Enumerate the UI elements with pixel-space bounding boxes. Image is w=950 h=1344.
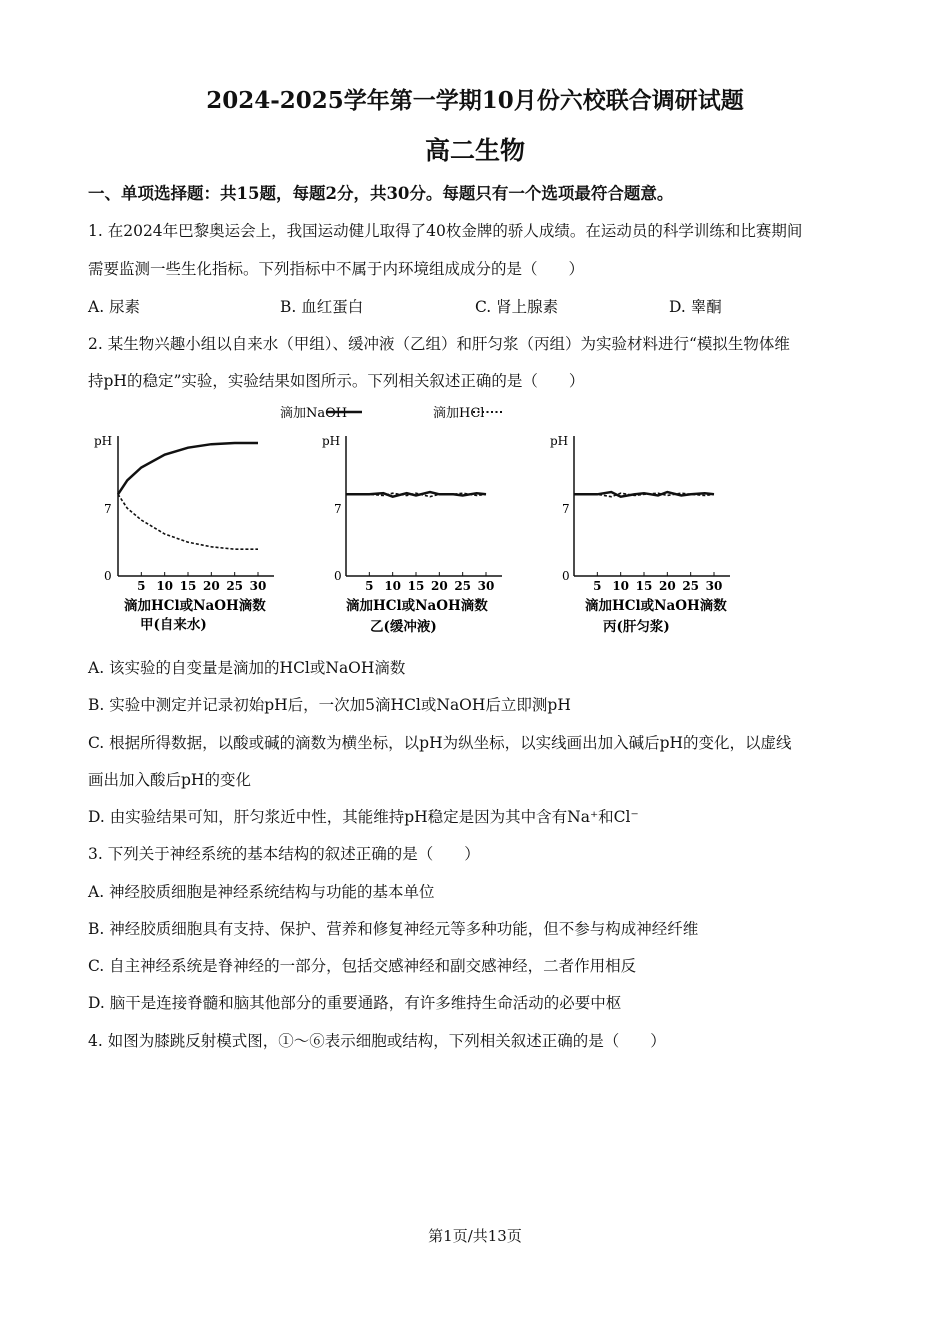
x-tick-label: 25 [226, 579, 244, 593]
x-axis-label: 滴加HCl或NaOH滴数 [346, 598, 488, 614]
q2-stem-line2: 持pH的稳定”实验，实验结果如图所示。下列相关叙述正确的是（ ） [88, 372, 585, 390]
exam-title: 2024-2025学年第一学期10月份六校联合调研试题 [206, 87, 744, 114]
section-heading: 一、单项选择题：共15题，每题2分，共30分。每题只有一个选项最符合题意。 [88, 184, 674, 203]
y-axis-label: pH [550, 434, 569, 448]
q3-stem: 3. 下列关于神经系统的基本结构的叙述正确的是（ ） [88, 845, 480, 863]
x-tick-label: 10 [156, 579, 174, 593]
y-tick-0: 0 [562, 569, 570, 583]
q3-option-a: A. 神经胶质细胞是神经系统结构与功能的基本单位 [88, 883, 435, 901]
q3-option-c: C. 自主神经系统是脊神经的一部分，包括交感神经和副交感神经，二者作用相反 [88, 957, 637, 975]
chart-panel-buffer [322, 434, 502, 635]
x-tick-label: 5 [593, 579, 602, 593]
q1-option-a: A. 尿素 [88, 298, 141, 316]
chart-panel-tap-water [94, 434, 274, 633]
q1-option-d: D. 睾酮 [669, 298, 722, 316]
q1-stem-line2: 需要监测一些生化指标。下列指标中不属于内环境组成成分的是（ ） [88, 260, 585, 278]
q3-option-b: B. 神经胶质细胞具有支持、保护、营养和修复神经元等多种功能，但不参与构成神经纤维 [88, 920, 699, 938]
series-line-hcl [574, 493, 714, 497]
x-tick-label: 15 [407, 579, 425, 593]
legend-naoh-label: 滴加NaOH [280, 406, 348, 421]
chart-title: 甲(自来水) [140, 617, 207, 633]
x-tick-label: 15 [179, 579, 197, 593]
chart-title: 丙(肝匀浆) [603, 619, 670, 635]
y-tick-7: 7 [562, 502, 570, 516]
ph-charts-svg [88, 398, 768, 643]
x-tick-label: 30 [705, 579, 723, 593]
x-tick-label: 10 [612, 579, 630, 593]
x-tick-label: 5 [365, 579, 374, 593]
q2-option-d: D. 由实验结果可知，肝匀浆近中性，其能维持pH稳定是因为其中含有Na⁺和Cl⁻ [88, 808, 639, 826]
x-tick-label: 30 [249, 579, 267, 593]
x-axis-label: 滴加HCl或NaOH滴数 [585, 598, 727, 614]
x-tick-label: 20 [430, 579, 448, 593]
q2-option-a: A. 该实验的自变量是滴加的HCl或NaOH滴数 [88, 659, 406, 677]
chart-title: 乙(缓冲液) [370, 619, 437, 635]
q2-stem-line1: 2. 某生物兴趣小组以自来水（甲组）、缓冲液（乙组）和肝匀浆（丙组）为实验材料进行“模拟生物体维 [88, 335, 790, 353]
q2-option-c-line2: 画出加入酸后pH的变化 [88, 771, 251, 789]
y-tick-0: 0 [104, 569, 112, 583]
x-tick-label: 25 [682, 579, 700, 593]
series-line-hcl [118, 494, 258, 549]
chart-legend [280, 405, 502, 421]
y-tick-7: 7 [334, 502, 342, 516]
x-tick-label: 15 [635, 579, 653, 593]
y-axis-label: pH [322, 434, 341, 448]
chart-panel-liver-homogenate [550, 434, 730, 635]
q1-stem-line1: 1. 在2024年巴黎奥运会上，我国运动健儿取得了40枚金牌的骄人成绩。在运动员的科学训练和比赛期间 [88, 222, 803, 240]
x-tick-label: 5 [137, 579, 146, 593]
page-number: 第1页/共13页 [428, 1227, 522, 1245]
q2-option-b: B. 实验中测定并记录初始pH后，一次加5滴HCl或NaOH后立即测pH [88, 696, 571, 714]
q1-option-b: B. 血红蛋白 [280, 298, 364, 316]
legend-hcl-label: 滴加HCl [433, 406, 485, 421]
x-axis-label: 滴加HCl或NaOH滴数 [124, 598, 266, 614]
y-tick-0: 0 [334, 569, 342, 583]
ph-figure [88, 398, 768, 647]
q3-option-d: D. 脑干是连接脊髓和脑其他部分的重要通路，有许多维持生命活动的必要中枢 [88, 994, 622, 1012]
x-tick-label: 20 [658, 579, 676, 593]
q1-option-c: C. 肾上腺素 [475, 298, 559, 316]
x-tick-label: 30 [477, 579, 495, 593]
y-tick-7: 7 [104, 502, 112, 516]
y-axis-label: pH [94, 434, 113, 448]
x-tick-label: 10 [384, 579, 402, 593]
q4-stem: 4. 如图为膝跳反射模式图，①～⑥表示细胞或结构，下列相关叙述正确的是（ ） [88, 1032, 666, 1050]
q2-option-c-line1: C. 根据所得数据，以酸或碱的滴数为横坐标，以pH为纵坐标，以实线画出加入碱后pH的变化，以虚线 [88, 734, 792, 752]
x-tick-label: 25 [454, 579, 472, 593]
series-line-naoh [118, 443, 258, 494]
x-tick-label: 20 [202, 579, 220, 593]
subject-title: 高二生物 [424, 136, 525, 165]
